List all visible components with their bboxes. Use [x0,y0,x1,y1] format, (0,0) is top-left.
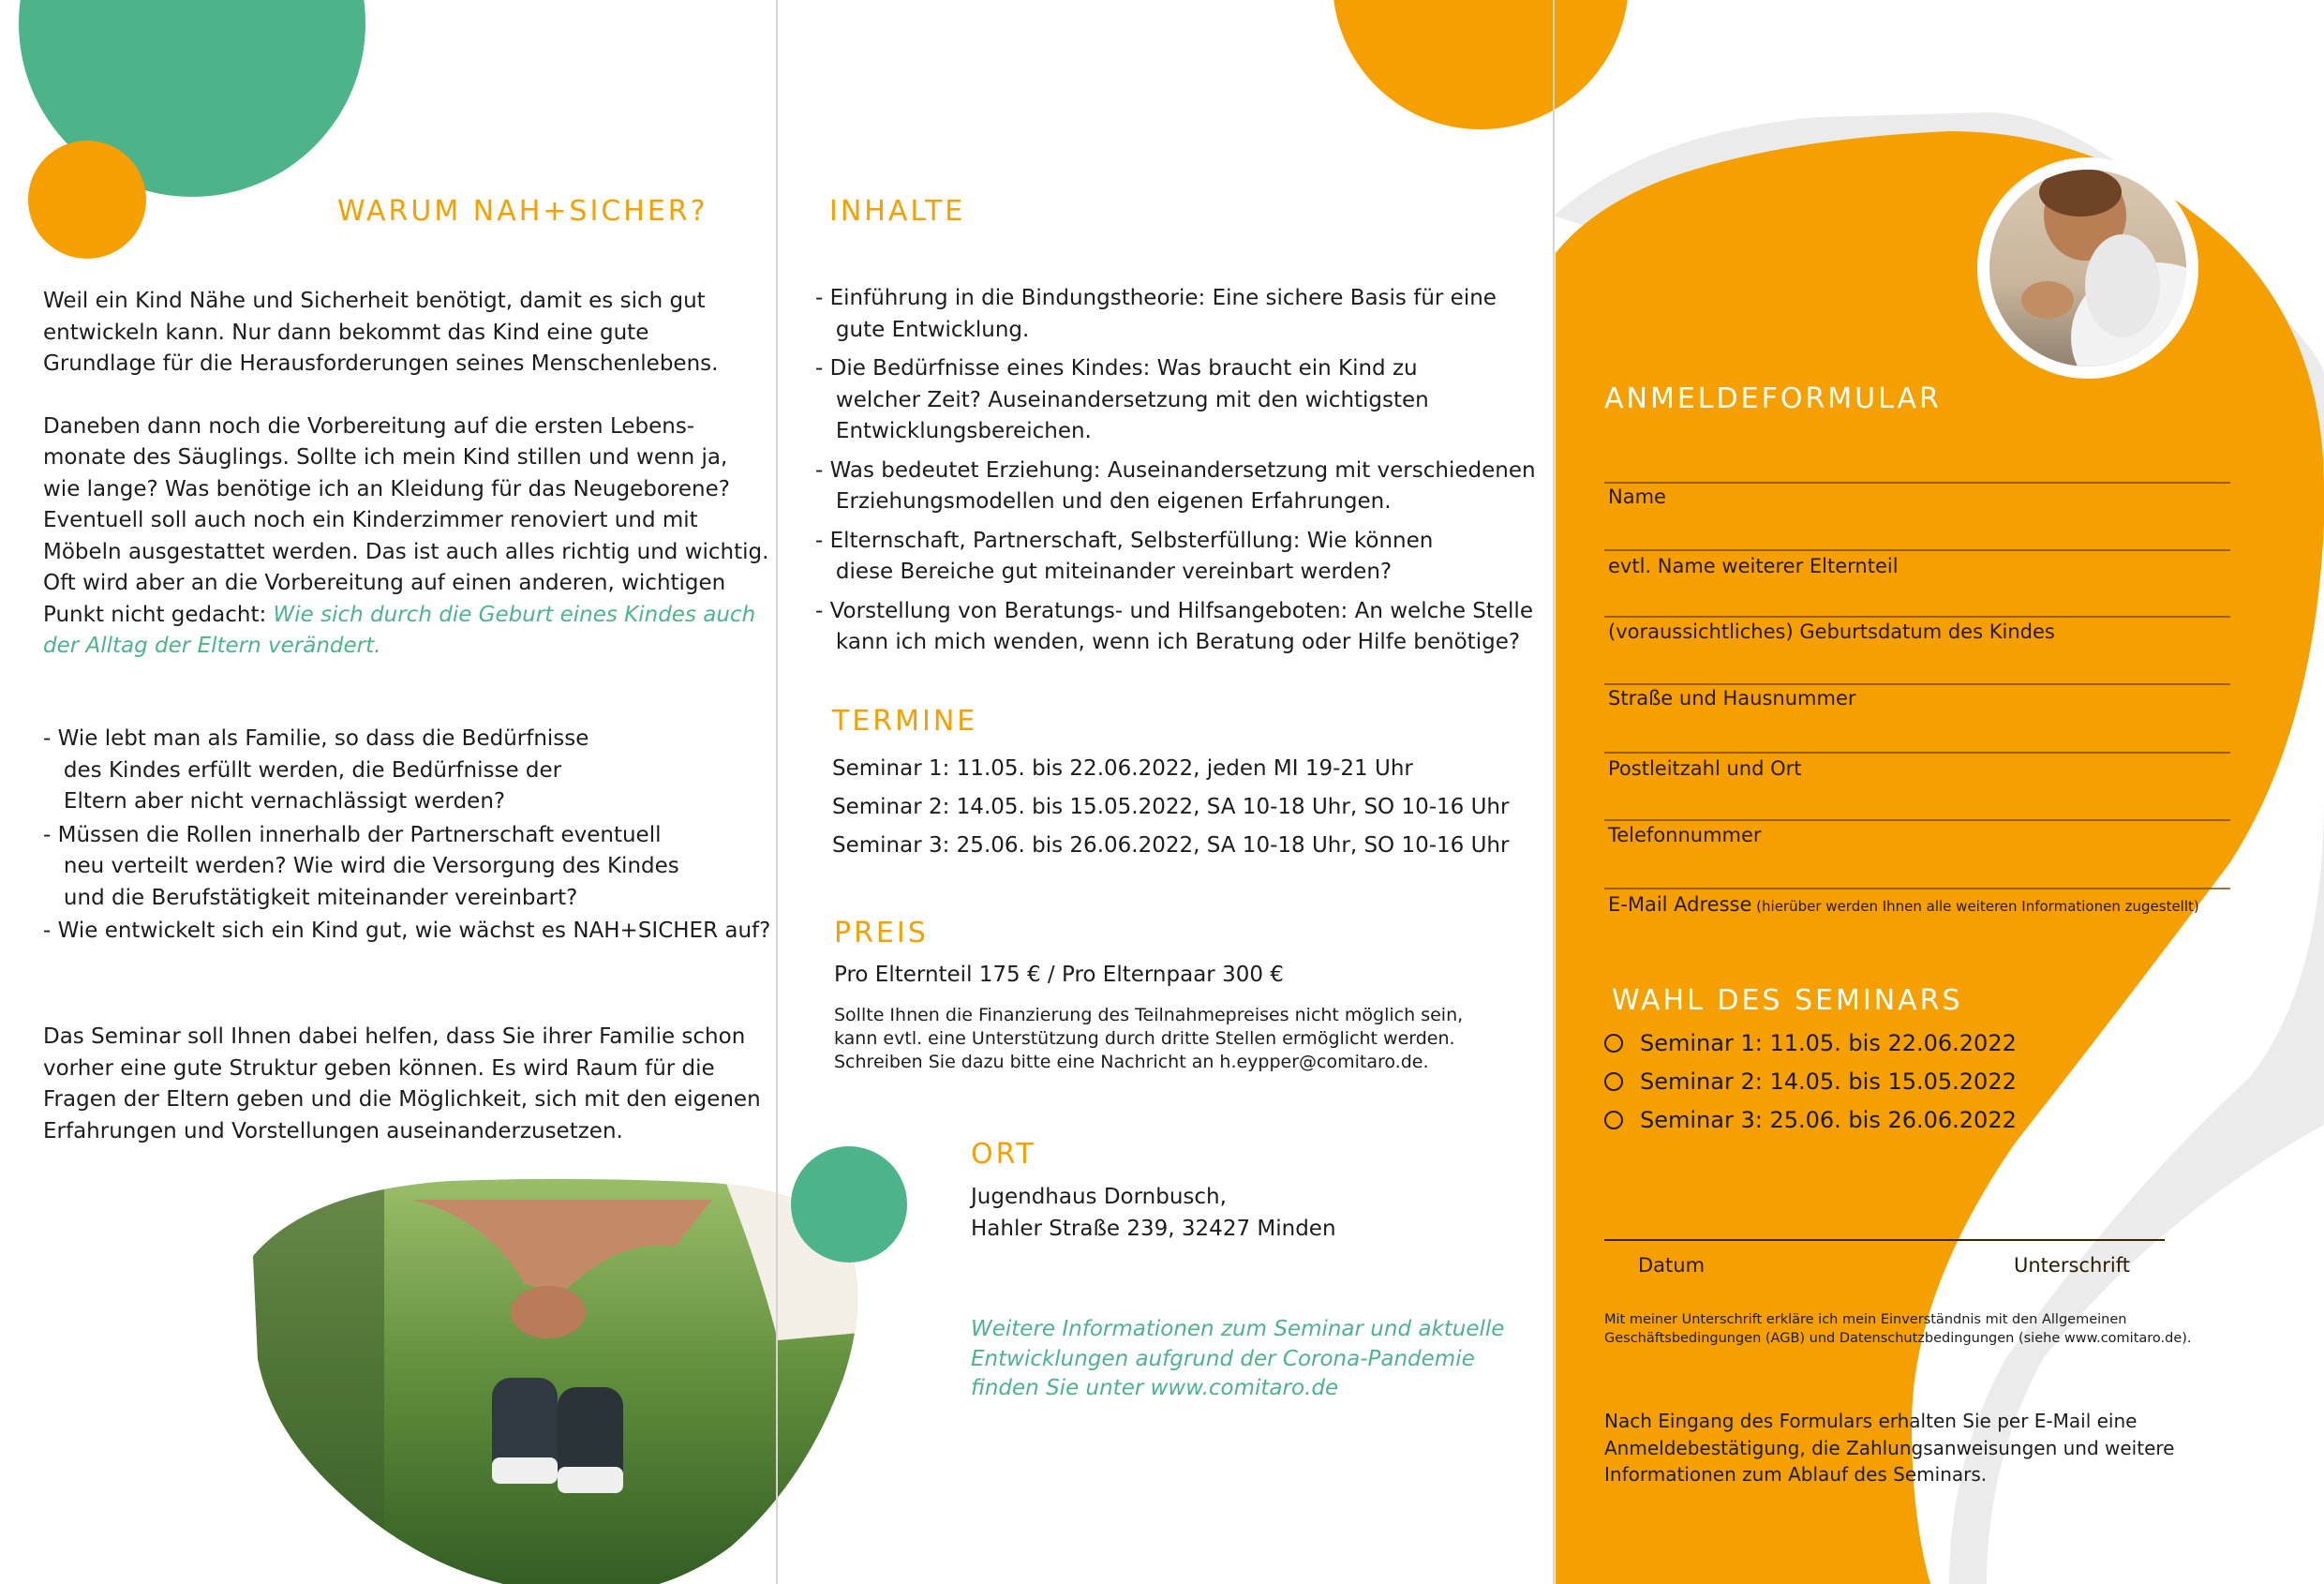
street-field-label: Straße und Hausnummer [1608,687,1856,710]
baby-shoes-photo [244,1172,881,1584]
inhalte-list: - Einführung in die Bindungstheorie: Eine sichere Basis für eine gute Entwicklung. - Die Bedürfnisse eines Kindes: Was braucht ein Kind zu welcher Zeit? Auseinandersetzung mit den wichtigsten Entwicklungsbereichen. - Was bedeutet Erziehung: Auseinandersetzung mit verschiedenen Erziehungsmodellen und den eigenen Erfahrungen. - Elternschaft, Partnerschaft, Selbsterfüllung: Wie können diese Bereiche gut miteinander vereinbart werden? - Vorstellung von Beratungs- und Hilfsangeboten: An welche Stelle kann ich mich wenden, wenn ich Beratung oder Hilfe benötige? [815,286,1536,654]
street-field-line[interactable] [1604,683,2230,685]
signature-label: Unterschrift [2014,1254,2130,1277]
fold-line-2 [1553,0,1555,1584]
preis-text: Pro Elternteil 175 € / Pro Elternpaar 300 € [834,963,1284,987]
radio-icon[interactable] [1604,1034,1623,1053]
postal-field-label: Postleitzahl und Ort [1608,757,1802,780]
preis-note: Sollte Ihnen die Finanzierung des Teilnahmepreises nicht möglich sein, kann evtl. eine Unterstützung durch dritte Stellen ermöglicht werden. Schreiben Sie dazu bitte eine Nachricht an h.eypper@comitaro.de. [834,1005,1464,1072]
heading-inhalte: INHALTE [829,195,966,228]
email-field-line[interactable] [1604,888,2230,889]
closing-paragraph: Das Seminar soll Ihnen dabei helfen, dass Sie ihrer Familie schon vorher eine gute Struktur geben können. Es wird Raum für die Fragen der Eltern geben und die Möglichkeit, sich mit den eigenen Erfahrungen und Vorstellungen auseinanderzusetzen. [43,1024,761,1143]
second-parent-field-label: evtl. Name weiterer Elternteil [1608,555,1899,577]
heading-preis: PREIS [834,917,929,949]
termine-list: Seminar 1: 11.05. bis 22.06.2022, jeden MI 19-21 Uhr Seminar 2: 14.05. bis 15.05.2022, SA 10-18 Uhr, SO 10-16 Uhr Seminar 3: 25.06. bis 26.06.2022, SA 10-18 Uhr, SO 10-16 Uhr [832,756,1510,858]
seminar-option-1[interactable]: Seminar 1: 11.05. bis 22.06.2022 [1604,1030,2017,1056]
phone-field-line[interactable] [1604,819,2230,821]
agb-notice: Mit meiner Unterschrift erkläre ich mein Einverständnis mit den Allgemeinen Geschäftsbedingungen (AGB) und Datenschutzbedingungen (siehe www.comitaro.de). [1604,1312,2192,1346]
postal-field-line[interactable] [1604,752,2230,754]
radio-icon[interactable] [1604,1111,1623,1129]
date-label: Datum [1638,1254,1706,1277]
signature-line[interactable] [1604,1239,2165,1241]
ort-address: Jugendhaus Dornbusch, Hahler Straße 239, 32427 Minden [971,1185,1336,1241]
after-submission-text: Nach Eingang des Formulars erhalten Sie per E-Mail eine Anmeldebestätigung, die Zahlungsanweisungen und weitere Informationen zum Ablauf des Seminars. [1604,1410,2175,1486]
orange-circle-top-center [1333,0,1629,129]
radio-icon[interactable] [1604,1072,1623,1091]
email-field-label: E-Mail Adresse (hierüber werden Ihnen alle weiteren Informationen zugestellt) [1608,893,2199,916]
questions-list: - Wie lebt man als Familie, so dass die Bedürfnisse des Kindes erfüllt werden, die Bedürfnisse der Eltern aber nicht vernachlässigt werden? - Müssen die Rollen innerhalb der Partnerschaft eventuell neu verteilt werden? Wie wird die Versorgung des Kindes und die Berufstätigkeit miteinander vereinbart? - Wie entwickelt sich ein Kind gut, wie wächst es NAH+SICHER auf? [43,726,771,943]
name-field-label: Name [1608,486,1666,508]
form-heading: ANMELDEFORMULAR [1604,382,1942,415]
orange-panel [1556,131,2324,1584]
birthdate-field-line[interactable] [1604,616,2230,618]
name-field-line[interactable] [1604,482,2230,484]
seminar-option-3[interactable]: Seminar 3: 25.06. bis 26.06.2022 [1604,1107,2017,1133]
seminar-option-2[interactable]: Seminar 2: 14.05. bis 15.05.2022 [1604,1068,2017,1095]
heading-warum: WARUM NAH+SICHER? [337,195,708,228]
birthdate-field-label: (voraussichtliches) Geburtsdatum des Kindes [1608,620,2055,643]
phone-field-label: Telefonnummer [1608,824,1762,846]
intro-paragraph: Weil ein Kind Nähe und Sicherheit benötigt, damit es sich gut entwickeln kann. Nur dann bekommt das Kind eine gute Grundlage für die Herausforderungen seines Menschenlebens. Daneben dann noch die Vorbereitung auf die ersten Lebens- monate des Säuglings. Sollte ich mein Kind stillen und wenn ja, wie lange? Was benötige ich an Kleidung für das Neugeborene? Eventuell soll auch noch ein Kinderzimmer renoviert und mit Möbeln ausgestattet werden. Das ist auch alles richtig und wichtig. Oft wird aber an die Vorbereitung auf einen anderen, wichtigen Punkt nicht gedacht: Wie sich durch die Geburt eines Kindes auch der Alltag der Eltern verändert. [43,289,769,658]
heading-ort: ORT [971,1138,1036,1171]
info-link-text: Weitere Informationen zum Seminar und aktuelle Entwicklungen aufgrund der Corona-Pandemie finden Sie unter www.comitaro.de [971,1317,1505,1400]
orange-circle-top-left [28,141,146,259]
seminar-choice-heading: WAHL DES SEMINARS [1612,984,1963,1017]
second-parent-field-line[interactable] [1604,549,2230,551]
heading-termine: TERMINE [832,705,978,738]
fold-line-1 [776,0,778,1584]
green-circle-middle [791,1146,907,1263]
